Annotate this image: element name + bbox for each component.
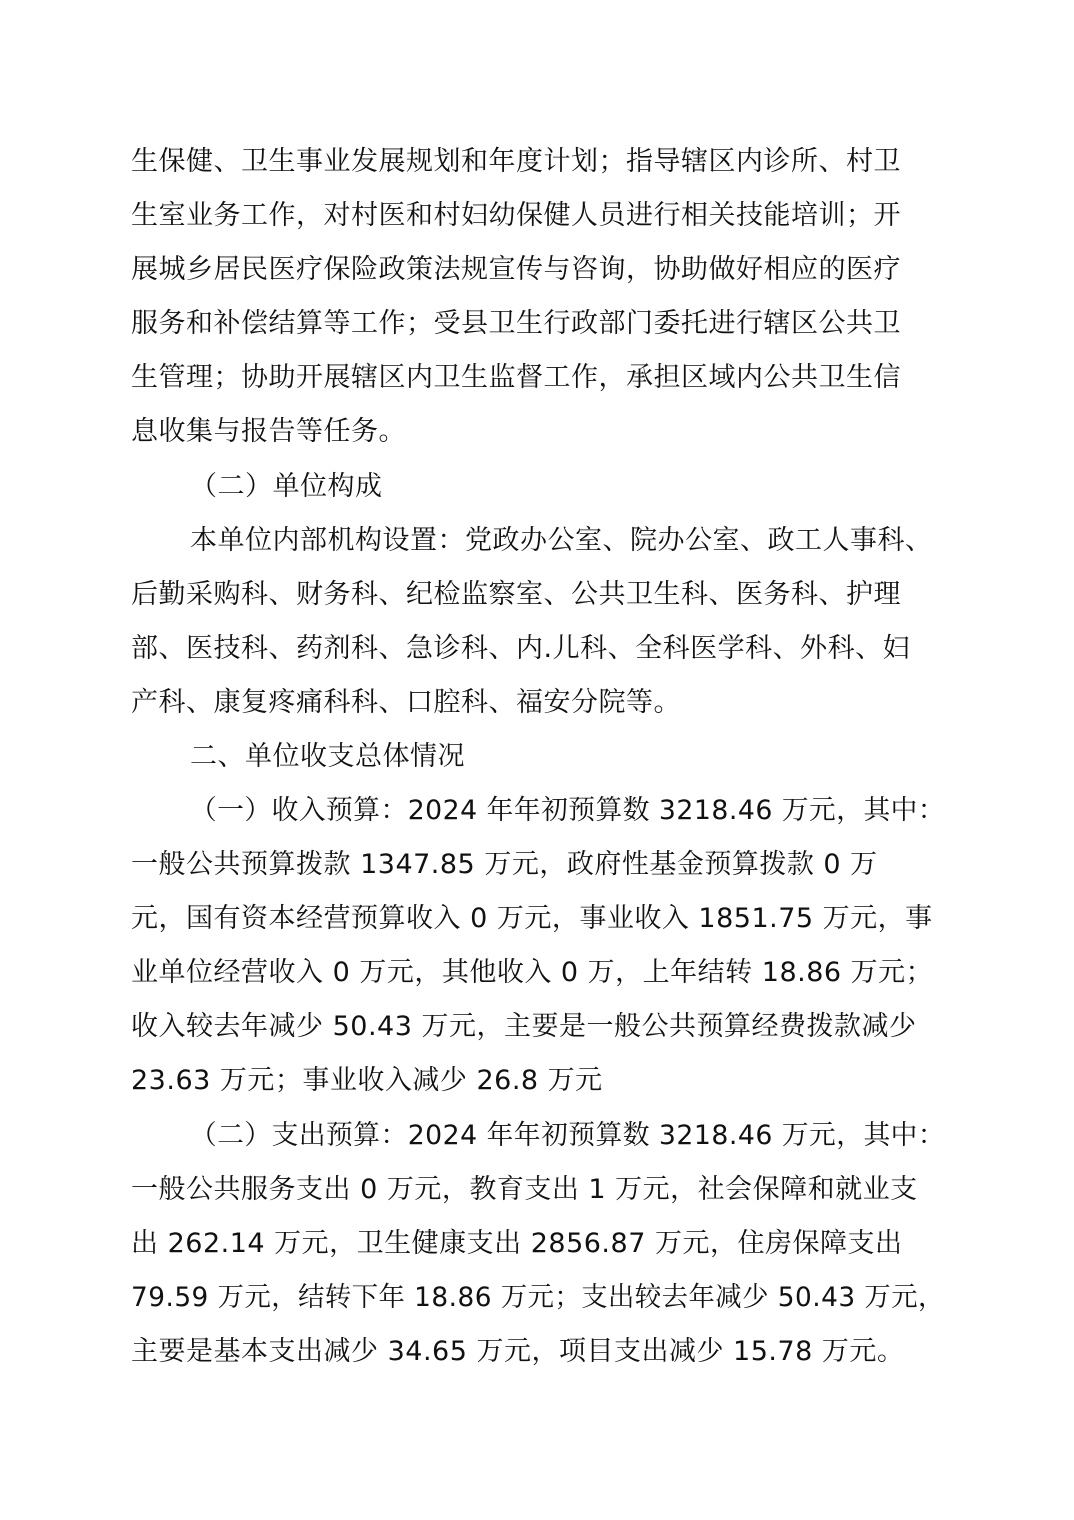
paragraph-line: 生室业务工作，对村医和村妇幼保健人员进行相关技能培训；开: [131, 200, 901, 231]
paragraph-line: 一般公共预算拨款 1347.85 万元，政府性基金预算拨款 0 万: [131, 849, 878, 880]
section-heading: 二、单位收支总体情况: [190, 741, 465, 772]
paragraph-line: 后勤采购科、财务科、纪检监察室、公共卫生科、医务科、护理: [131, 579, 901, 610]
paragraph-line: 本单位内部机构设置：党政办公室、院办公室、政工人事科、: [190, 525, 933, 556]
section-heading: （二）单位构成: [190, 471, 383, 502]
paragraph-line: 79.59 万元，结转下年 18.86 万元；支出较去年减少 50.43 万元，: [131, 1282, 945, 1313]
paragraph-line: 主要是基本支出减少 34.65 万元，项目支出减少 15.78 万元。: [131, 1336, 905, 1367]
paragraph-line: 业单位经营收入 0 万元，其他收入 0 万，上年结转 18.86 万元；: [131, 957, 934, 988]
paragraph-line: 产科、康复疼痛科科、口腔科、福安分院等。: [131, 687, 681, 718]
paragraph-line: （一）收入预算：2024 年年初预算数 3218.46 万元，其中：: [190, 795, 946, 826]
paragraph-line: 展城乡居民医疗保险政策法规宣传与咨询，协助做好相应的医疗: [131, 254, 901, 285]
paragraph-line: （二）支出预算：2024 年年初预算数 3218.46 万元，其中：: [190, 1120, 946, 1151]
paragraph-line: 出 262.14 万元，卫生健康支出 2856.87 万元，住房保障支出: [131, 1228, 903, 1259]
paragraph-line: 生管理；协助开展辖区内卫生监督工作，承担区域内公共卫生信: [131, 362, 901, 393]
paragraph-line: 部、医技科、药剂科、急诊科、内.儿科、全科医学科、外科、妇: [131, 633, 911, 664]
paragraph-line: 服务和补偿结算等工作；受县卫生行政部门委托进行辖区公共卫: [131, 308, 901, 339]
paragraph-line: 一般公共服务支出 0 万元，教育支出 1 万元，社会保障和就业支: [131, 1174, 918, 1205]
paragraph-line: 23.63 万元；事业收入减少 26.8 万元: [131, 1065, 603, 1096]
paragraph-line: 收入较去年减少 50.43 万元，主要是一般公共预算经费拨款减少: [131, 1011, 917, 1042]
paragraph-line: 生保健、卫生事业发展规划和年度计划；指导辖区内诊所、村卫: [131, 146, 901, 177]
paragraph-line: 元，国有资本经营预算收入 0 万元，事业收入 1851.75 万元，事: [131, 903, 933, 934]
paragraph-line: 息收集与报告等任务。: [131, 416, 406, 447]
